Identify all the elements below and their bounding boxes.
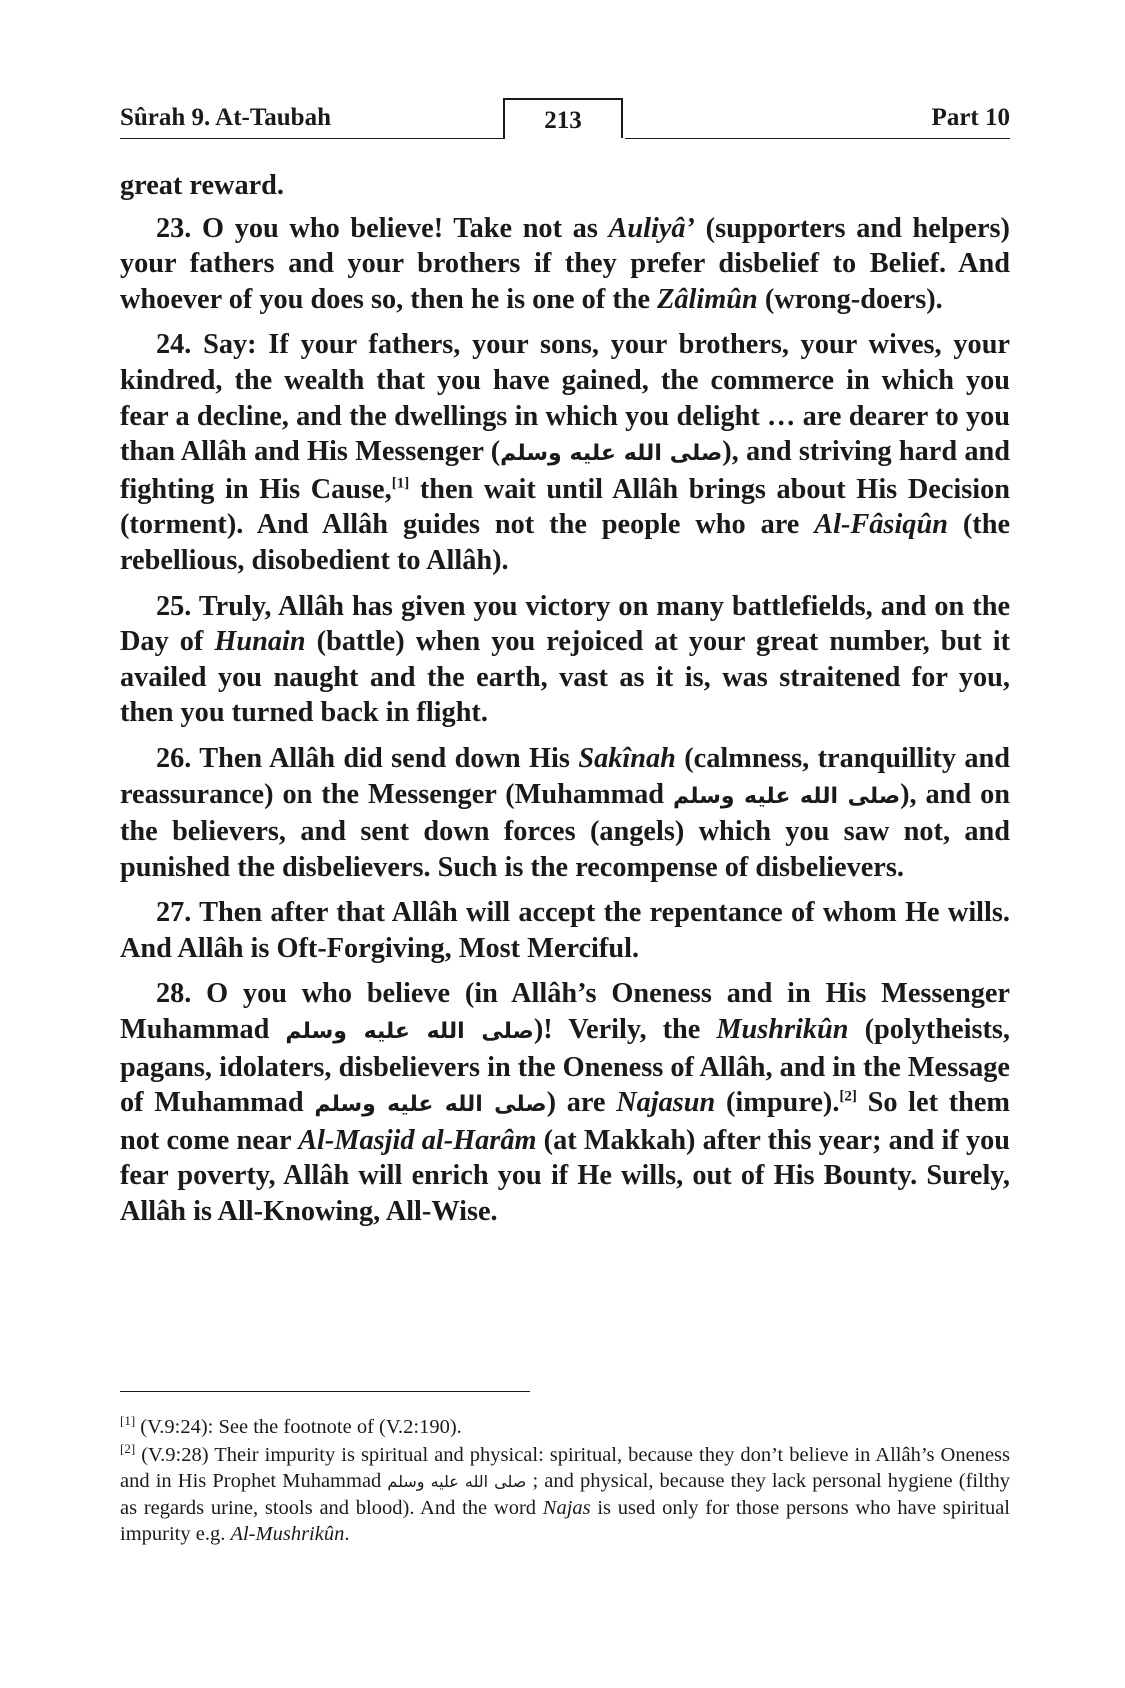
part-label: Part 10 [931,104,1010,131]
footnote-1: [1] (V.9:24): See the footnote of (V.2:190). [120,1413,462,1438]
footnote-ref-1[interactable]: [1] [391,475,410,492]
verse-25: 25. Truly, Allâh has given you victory on many battlefields, and on the Day of Hunain (battle) when you rejoiced at your great number, but it availed you naught and the earth, vast as it is, was straitened for you, then you turned back in flight. [120,590,1010,729]
page-number: 213 [503,98,623,138]
footnote-2: [2] (V.9:28) Their impurity is spiritual and physical: spiritual, because they don’t believe in Allâh’s Oneness and in His Prophet Muhammad صلى الله عليه وسلم ; and physical, because they lack personal hygiene (filthy as regards urine, stools and blood). And the word Najas is used only for those persons who have spiritual impurity e.g. Al-Mushrikûn. [120,1441,1010,1545]
arabic-salutation: صلى الله عليه وسلم [387,1472,527,1491]
arabic-salutation: صلى الله عليه وسلم [314,1092,547,1118]
page-header [120,98,1010,140]
verse-27: 27. Then after that Allâh will accept the repentance of whom He wills. And Allâh is Oft-Forgiving, Most Merciful. [120,897,1010,964]
header-rule-left [120,138,505,139]
verse-24: 24. Say: If your fathers, your sons, your brothers, your wives, your kindred, the wealth that you have gained, the commerce in which you fear a decline, and the dwellings in which you delight … are dearer to you than Allâh and His Messenger (صلى الله عليه وسلم), and striving hard and fighting in His Cause,[1] then wait until Allâh brings about His Decision (torment). And Allâh guides not the people who are Al-Fâsiqûn (the rebellious, disobedient to Allâh). [120,329,1011,576]
footnote-divider [120,1391,530,1392]
footnotes [120,1414,1010,1549]
continued-text: great reward. [120,170,284,201]
footnote-mark-2: [2] [120,1441,136,1457]
footnote-ref-2[interactable]: [2] [839,1088,857,1105]
footnote-mark-1: [1] [120,1413,136,1429]
verse-26: 26. Then Allâh did send down His Sakînah (calmness, tranquillity and reassurance) on the Messenger (Muhammad صلى الله عليه وسلم), and on the believers, and sent down forces (angels) which you saw not, and punished the disbelievers. Such is the recompense of disbelievers. [120,742,1010,883]
arabic-salutation: صلى الله عليه وسلم [500,441,723,467]
verse-23: 23. O you who believe! Take not as Auliyâ’ (supporters and helpers) your fathers and your brothers if they prefer disbelief to Belief. And whoever of you does so, then he is one of the Zâlimûn (wrong-doers). [120,212,1010,315]
verse-text [120,168,1010,1240]
verse-28: 28. O you who believe (in Allâh’s Oneness and in His Messenger Muhammad صلى الله عليه وسلم)! Verily, the Mushrikûn (polytheists, pagans, idolaters, disbelievers in the Oneness of Allâh, and in the Message of Muhammad صلى الله عليه وسلم) are Najasun (impure).[2] So let them not come near Al-Masjid al-Harâm (at Makkah) after this year; and if you fear poverty, Allâh will enrich you if He wills, out of His Bounty. Surely, Allâh is All-Knowing, All-Wise. [120,978,1011,1228]
arabic-salutation: صلى الله عليه وسلم [672,783,901,809]
header-rule-right [625,138,1010,139]
surah-title: Sûrah 9. At-Taubah [120,104,331,131]
arabic-salutation: صلى الله عليه وسلم [285,1019,534,1045]
